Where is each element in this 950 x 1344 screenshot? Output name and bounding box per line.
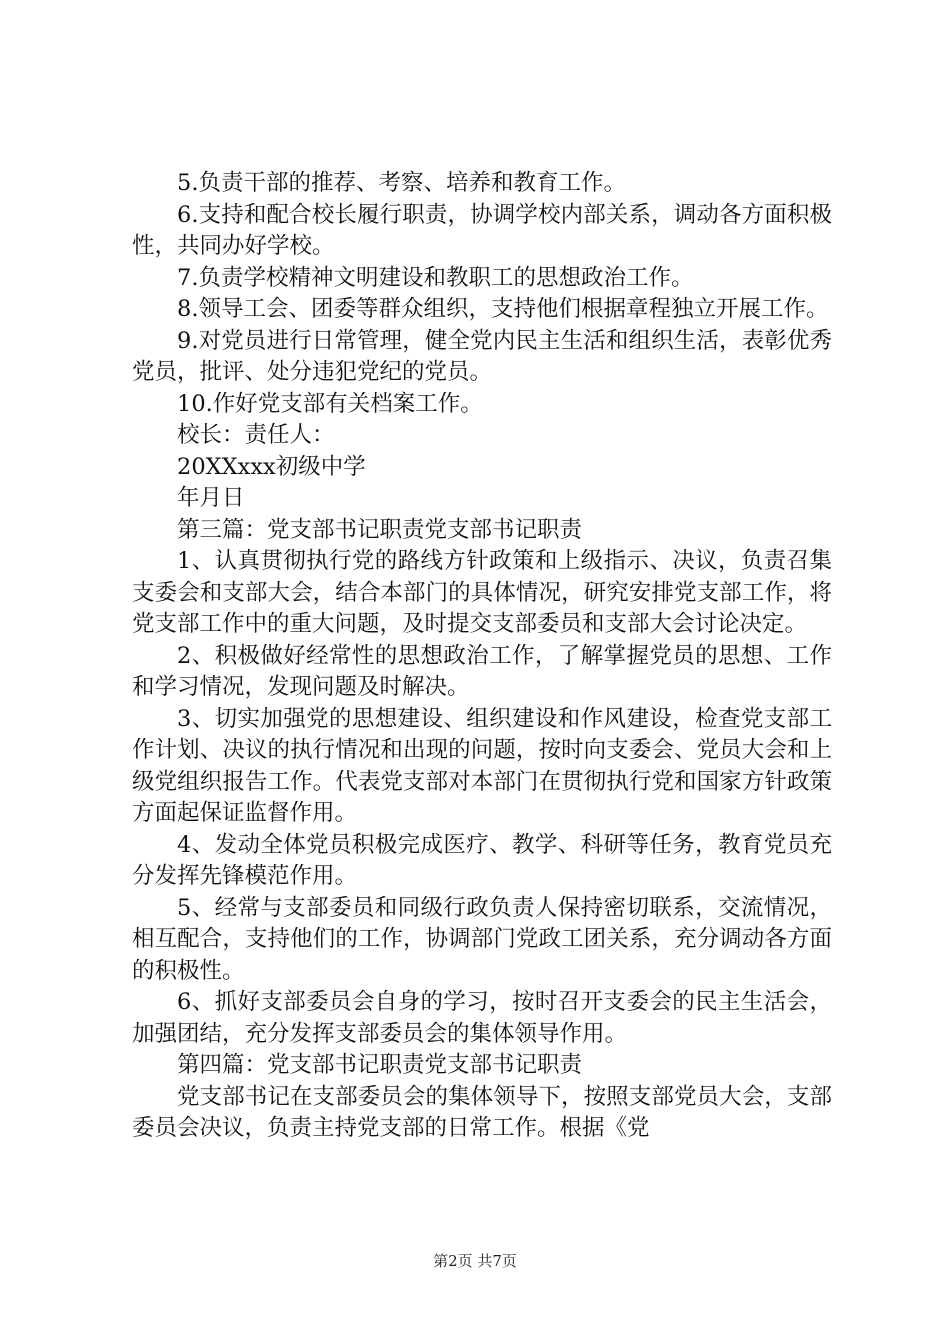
paragraph: 8.领导工会、团委等群众组织，支持他们根据章程独立开展工作。 bbox=[177, 296, 829, 322]
paragraph: 5、经常与支部委员和同级行政负责人保持密切联系，交流情况，相互配合，支持他们的工作，协调部门党政工团关系，充分调动各方面的积极性。 bbox=[132, 894, 832, 984]
paragraph: 3、切实加强党的思想建设、组织建设和作风建设，检查党支部工作计划、决议的执行情况和出现的问题，按时向支委会、党员大会和上级党组织报告工作。代表党支部对本部门在贯彻执行党和国家方针政策方面起保证监督作用。 bbox=[132, 705, 832, 826]
signature-line: 校长：责任人： bbox=[177, 422, 335, 448]
paragraph: 10.作好党支部有关档案工作。 bbox=[177, 390, 483, 417]
section-heading: 第三篇：党支部书记职责党支部书记职责 bbox=[177, 516, 583, 543]
paragraph: 4、发动全体党员积极完成医疗、教学、科研等任务，教育党员充分发挥先锋模范作用。 bbox=[132, 831, 832, 889]
paragraph: 6、抓好支部委员会自身的学习，按时召开支委会的民主生活会，加强团结，充分发挥支部委员会的集体领导作用。 bbox=[132, 989, 832, 1047]
paragraph: 5.负责干部的推荐、考察、培养和教育工作。 bbox=[177, 170, 626, 196]
paragraph: 6.支持和配合校长履行职责，协调学校内部关系，调动各方面积极性，共同办好学校。 bbox=[132, 201, 832, 259]
paragraph: 2、积极做好经常性的思想政治工作，了解掌握党员的思想、工作和学习情况，发现问题及时解决。 bbox=[132, 642, 832, 700]
paragraph: 9.对党员进行日常管理，健全党内民主生活和组织生活，表彰优秀党员，批评、处分违犯党纪的党员。 bbox=[132, 327, 832, 385]
school-name: 20XXxxx初级中学 bbox=[177, 453, 366, 480]
paragraph: 党支部书记在支部委员会的集体领导下，按照支部党员大会，支部委员会决议，负责主持党支部的日常工作。根据《党 bbox=[132, 1083, 832, 1141]
date-line: 年月日 bbox=[177, 485, 245, 511]
document-body bbox=[132, 168, 832, 1145]
paragraph: 7.负责学校精神文明建设和教职工的思想政治工作。 bbox=[177, 264, 694, 291]
page-footer: 第2页 共7页 bbox=[433, 1252, 517, 1270]
paragraph: 1、认真贯彻执行党的路线方针政策和上级指示、决议，负责召集支委会和支部大会，结合本部门的具体情况，研究安排党支部工作，将党支部工作中的重大问题，及时提交支部委员和支部大会讨论决定。 bbox=[132, 548, 832, 637]
section-heading: 第四篇：党支部书记职责党支部书记职责 bbox=[177, 1052, 583, 1078]
